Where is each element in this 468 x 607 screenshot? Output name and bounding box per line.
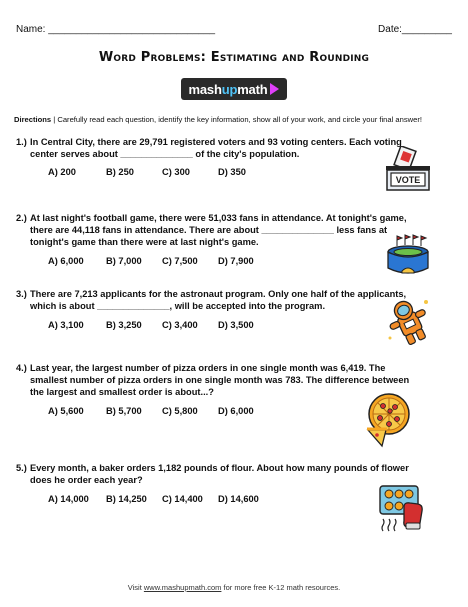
choice-c[interactable]: C) 5,800 <box>162 406 198 416</box>
choice-d[interactable]: D) 14,600 <box>218 494 259 504</box>
directions-text: | Carefully read each question, identify the key information, show all of your work, and circle your final answer! <box>51 115 423 124</box>
choice-d[interactable]: D) 3,500 <box>218 320 254 330</box>
mashupmath-logo: mashupmath <box>181 78 287 100</box>
choice-b[interactable]: B) 5,700 <box>106 406 142 416</box>
choice-c[interactable]: C) 14,400 <box>162 494 203 504</box>
vote-label: VOTE <box>395 175 421 185</box>
play-icon <box>270 83 279 95</box>
page-title: Word Problems: Estimating and Rounding <box>98 50 370 65</box>
answer-choices-3 <box>48 320 254 330</box>
choice-b[interactable]: B) 250 <box>106 167 134 177</box>
question-1: 1.) In Central City, there are 29,791 registered voters and 93 voting centers. Each voting center serves about ______________ of the city's population. <box>16 137 402 159</box>
stadium-icon <box>385 234 431 276</box>
choice-a[interactable]: A) 6,000 <box>48 256 84 266</box>
website-link[interactable]: www.mashupmath.com <box>143 583 222 592</box>
astronaut-icon <box>384 294 434 346</box>
choice-a[interactable]: A) 14,000 <box>48 494 89 504</box>
baking-tray-icon <box>376 483 426 535</box>
date-field-label: Date:_________ <box>378 24 452 35</box>
choice-b[interactable]: B) 7,000 <box>106 256 142 266</box>
choice-a[interactable]: A) 3,100 <box>48 320 84 330</box>
footer: Visit www.mashupmath.com for more free K-12 math resources. <box>127 583 341 592</box>
answer-choices-5 <box>48 494 259 504</box>
name-field-label: Name: ______________________________ <box>16 24 216 35</box>
question-2: 2.) At last night's football game, there were 51,033 fans in attendance. At tonight's game, there are 44,118 fans in attendance. There are about ______________ less fans at tonight's game than there were at last night's game. <box>16 213 407 247</box>
ballot-box-icon <box>383 146 433 192</box>
answer-choices-2 <box>48 256 254 266</box>
question-4: 4.) Last year, the largest number of pizza orders in one single month was 6,419. The smallest number of pizza orders in one single month was 783. The difference between the largest and smallest order is about...? <box>16 363 410 397</box>
choice-c[interactable]: C) 7,500 <box>162 256 198 266</box>
directions <box>14 115 458 125</box>
choice-a[interactable]: A) 5,600 <box>48 406 84 416</box>
choice-c[interactable]: C) 3,400 <box>162 320 198 330</box>
header <box>16 24 452 38</box>
choice-b[interactable]: B) 3,250 <box>106 320 142 330</box>
choice-a[interactable]: A) 200 <box>48 167 76 177</box>
question-5: 5.) Every month, a baker orders 1,182 pounds of flour. About how many pounds of flower does he order each year? <box>16 463 409 485</box>
choice-c[interactable]: C) 300 <box>162 167 190 177</box>
directions-label: Directions <box>14 115 52 124</box>
choice-d[interactable]: D) 7,900 <box>218 256 254 266</box>
answer-choices-4 <box>48 406 254 416</box>
question-3: 3.) There are 7,213 applicants for the astronaut program. Only one half of the applicants, which is about ______________, will be accepted into the program. <box>16 289 407 311</box>
choice-d[interactable]: D) 350 <box>218 167 246 177</box>
pizza-icon <box>362 392 416 448</box>
choice-d[interactable]: D) 6,000 <box>218 406 254 416</box>
choice-b[interactable]: B) 14,250 <box>106 494 147 504</box>
answer-choices-1 <box>48 167 246 177</box>
